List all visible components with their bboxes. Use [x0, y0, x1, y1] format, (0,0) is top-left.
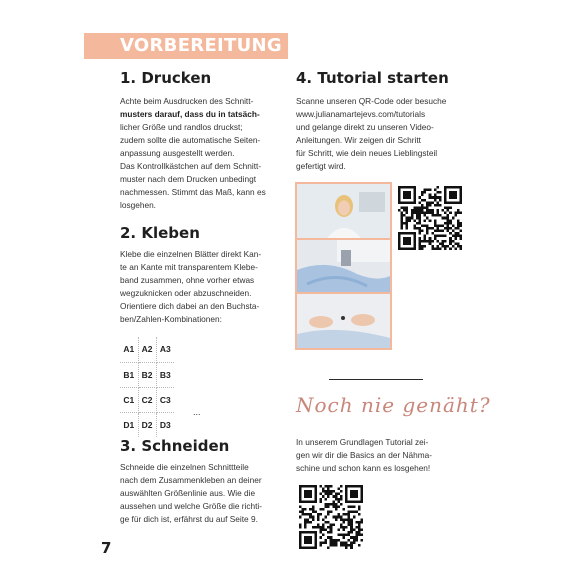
- grid-cell: C1: [120, 387, 138, 412]
- tile-grid: [120, 337, 174, 437]
- line: gen wir dir die Basics an der Nähma-: [296, 450, 433, 460]
- divider: [329, 379, 423, 380]
- line: Orientiere dich dabei an den Buchsta-: [120, 301, 260, 311]
- heading-text: 1. Drucken: [120, 69, 212, 87]
- page-title: VORBEREITUNG: [120, 35, 282, 56]
- line: anpassung ausgestellt werden.: [120, 148, 235, 158]
- line: te an Kante mit transparentem Klebe-: [120, 262, 258, 272]
- line: für Schritt, wie dein neues Lieblingsteil: [296, 148, 438, 158]
- line: aussehen und welche Größe die richti-: [120, 501, 263, 511]
- paragraph-basics: [296, 436, 456, 475]
- line: ge für dich ist, erfährst du auf Seite 9.: [120, 514, 258, 524]
- grid-cell: B2: [138, 362, 156, 387]
- line: musters darauf, dass du in tatsäch-: [120, 109, 260, 119]
- line: Achte beim Ausdrucken des Schnitt-: [120, 96, 254, 106]
- line: Das Kontrollkästchen auf dem Schnitt-: [120, 161, 262, 171]
- heading-schneiden: [120, 437, 229, 455]
- grid-ellipsis: ...: [193, 407, 201, 417]
- line: gefertigt wird.: [296, 161, 346, 171]
- grid-row: [120, 412, 174, 437]
- grid-cell: C2: [138, 387, 156, 412]
- grid-row: [120, 362, 174, 387]
- photo-sewing-machine: [297, 240, 390, 292]
- grid-cell: D1: [120, 412, 138, 437]
- line: schine und schon kann es losgehen!: [296, 463, 431, 473]
- grid-cell: A1: [120, 337, 138, 362]
- line: nachmessen. Stimmt das Maß, kann es: [120, 187, 266, 197]
- line: ben/Zahlen-Kombinationen:: [120, 314, 222, 324]
- grid-cell: B1: [120, 362, 138, 387]
- grid-cell: B3: [156, 362, 174, 387]
- heading-text: 2. Kleben: [120, 224, 200, 242]
- tutorial-photo-strip: [295, 182, 392, 350]
- line: auswählten Größenlinie aus. Wie die: [120, 488, 256, 498]
- line: In unserem Grundlagen Tutorial zei-: [296, 437, 429, 447]
- line: losgehen.: [120, 200, 156, 210]
- photo-presenter: [297, 184, 390, 238]
- paragraph-schneiden: [120, 461, 276, 526]
- grid-cell: C3: [156, 387, 174, 412]
- qr-code-icon[interactable]: [398, 186, 462, 250]
- grid-cell: D3: [159, 419, 171, 430]
- heading-drucken: [120, 69, 211, 87]
- page-number: 7: [101, 539, 112, 557]
- paragraph-drucken: [120, 95, 276, 212]
- heading-text: 4. Tutorial starten: [296, 69, 449, 87]
- heading-kleben: [120, 224, 200, 242]
- tutorial-link: www.julianamartejevs.com/tutorials: [296, 109, 426, 119]
- grid-row: [120, 337, 174, 362]
- photo-hands-sewing: [297, 294, 390, 348]
- script-heading: Noch nie genäht?: [296, 393, 491, 417]
- heading-text: 3. Schneiden: [120, 437, 230, 455]
- paragraph-kleben: [120, 248, 276, 326]
- line: wegzuknicken oder abzuschneiden.: [120, 288, 252, 298]
- line[interactable]: [296, 108, 456, 121]
- line: nach dem Zusammenkleben an deiner: [120, 475, 262, 485]
- line: Klebe die einzelnen Blätter direkt Kan-: [120, 249, 262, 259]
- grid-cell: D2: [138, 412, 156, 437]
- line: zudem sollte die automatische Seiten-: [120, 135, 261, 145]
- qr-code-icon[interactable]: [299, 485, 363, 549]
- line: licher Größe und randlos druckst;: [120, 122, 243, 132]
- line: muster nach dem Drucken unbedingt: [120, 174, 257, 184]
- heading-tutorial: [296, 69, 449, 87]
- grid-row: [120, 387, 174, 412]
- line: Schneide die einzelnen Schnittteile: [120, 462, 249, 472]
- line: Anleitungen. Wir zeigen dir Schritt: [296, 135, 421, 145]
- line: und gelange direkt zu unseren Video-: [296, 122, 434, 132]
- grid-cell: A2: [138, 337, 156, 362]
- paragraph-tutorial: [296, 95, 456, 173]
- grid-cell: A3: [156, 337, 174, 362]
- line: band zusammen, ohne vorher etwas: [120, 275, 255, 285]
- line: Scanne unseren QR-Code oder besuche: [296, 96, 447, 106]
